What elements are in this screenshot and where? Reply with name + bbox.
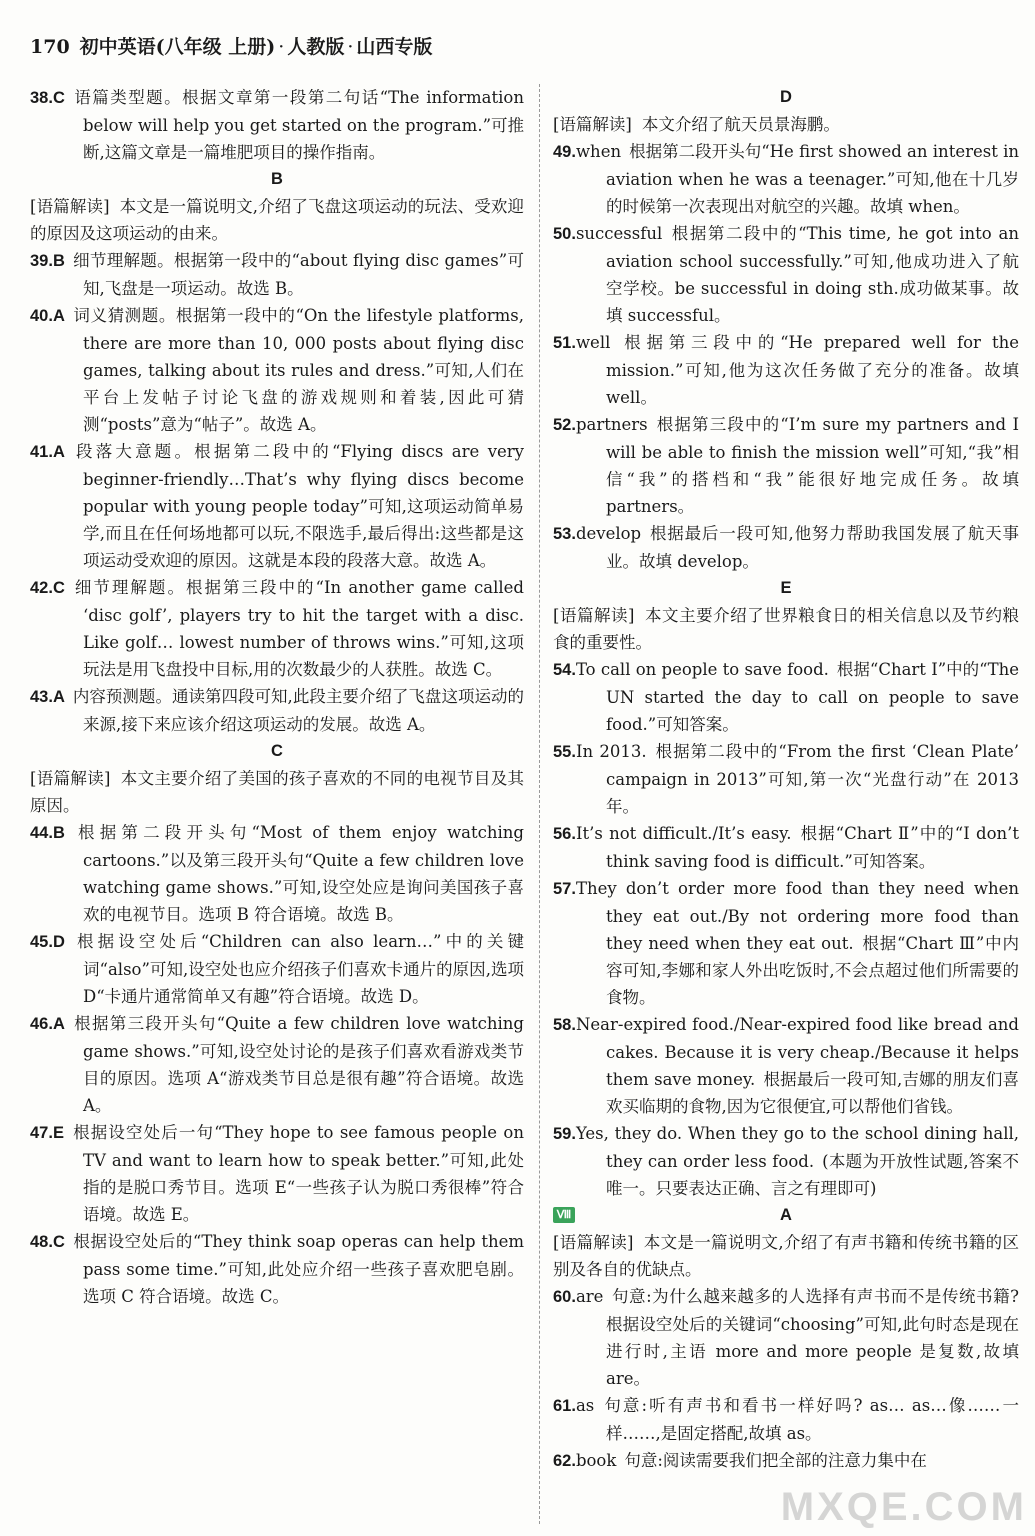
explanation-text: 句意:听有声书和看书一样好吗? as… as…像……一样……,是固定搭配,故填 as。 <box>602 1396 1019 1443</box>
reading-text: 本文介绍了航天员景海鹏。 <box>641 115 840 134</box>
section-heading: C <box>271 742 283 760</box>
answer-key: Near-expired food./Near-expired food like bread and cakes. Because it is very cheap./Because it helps them save money. <box>575 1015 1019 1089</box>
answer-key: E <box>52 1124 64 1142</box>
answer-item <box>30 928 524 1010</box>
explanation-text: 根据“Chart Ⅲ”中内容可知,李娜和家人外出吃饭时,不会点超过他们所需要的食物。 <box>606 934 1019 1007</box>
answer-item <box>30 574 524 683</box>
answer-item <box>30 302 524 438</box>
column-divider <box>539 84 540 1524</box>
question-number: 44. <box>30 824 53 842</box>
explanation-text: 词义猜测题。根据第一段中的“On the lifestyle platforms, there are more than 10, 000 posts about flying disc games, talking about its rules and dress.”可知,人们在平台上发帖子讨论飞盘的游戏规则和着装,因此可猜测“posts”意为“帖子”。故选 A。 <box>72 306 524 434</box>
question-number: 56. <box>553 825 576 843</box>
reading-tag: [语篇解读] <box>30 197 110 216</box>
answer-key: C <box>52 89 65 107</box>
answer-item <box>553 1392 1019 1447</box>
answer-key: In 2013. <box>575 742 647 761</box>
question-number: 54. <box>553 661 576 679</box>
answer-item <box>30 819 524 928</box>
answer-key: as <box>575 1396 595 1415</box>
question-number: 46. <box>30 1015 53 1033</box>
book-region: 山西专版 <box>356 36 433 58</box>
explanation-text: 内容预测题。通读第四段可知,此段主要介绍了飞盘这项运动的来源,接下来应该介绍这项运动的发展。故选 A。 <box>72 687 524 734</box>
answer-key: develop <box>575 524 642 543</box>
reading-summary <box>30 765 524 819</box>
answer-key: B <box>52 824 65 842</box>
page-header: 170 初中英语(八年级 上册) · 人教版 · 山西专版 <box>30 36 433 58</box>
answer-item <box>553 411 1019 520</box>
answer-key: C <box>52 579 65 597</box>
section-heading: A <box>780 1206 792 1224</box>
answer-key: Yes, they do. When they go to the school dining hall, they can order less food. <box>575 1124 1019 1171</box>
left-column <box>30 84 524 1310</box>
answer-key: well <box>575 333 611 352</box>
book-edition: 人教版 <box>287 36 345 58</box>
question-number: 59. <box>553 1125 576 1143</box>
answer-item <box>553 329 1019 411</box>
explanation-text: 段落大意题。根据第二段中的“Flying discs are very beginner-friendly…That’s why flying discs become popular with young people today”可知,这项运动简单易学,而且在任何场地都可以玩,不限选手,最后得出:这些都是这项运动受欢迎的原因。这就是本段的段落大意。故选 A。 <box>72 442 524 570</box>
answer-key: It’s not difficult./It’s easy. <box>575 824 792 843</box>
question-number: 62. <box>553 1452 576 1470</box>
reading-text: 本文主要介绍了世界粮食日的相关信息以及节约粮食的重要性。 <box>553 606 1020 652</box>
part-number-badge: Ⅷ <box>553 1207 575 1223</box>
book-title: 初中英语(八年级 上册) <box>79 36 276 58</box>
answer-item <box>553 1447 1019 1475</box>
question-number: 49. <box>553 143 576 161</box>
explanation-text: 细节理解题。根据第三段中的“In another game called ‘disc golf’, players try to hit the target with a disc. Like golf… lowest number of throws wins.”可知,这项玩法是用飞盘投中目标,用的次数最少的人获胜。故选 C。 <box>72 578 524 679</box>
answer-item <box>30 1119 524 1228</box>
explanation-text: (本题为开放性试题,答案不唯一。只要表达正确、言之有理即可) <box>606 1152 1019 1198</box>
reading-text: 本文是一篇说明文,介绍了飞盘这项运动的玩法、受欢迎的原因及这项运动的由来。 <box>30 197 525 243</box>
answer-key: when <box>575 142 622 161</box>
answer-key: A <box>52 1015 65 1033</box>
reading-summary <box>553 602 1019 656</box>
section-heading: D <box>780 88 792 106</box>
question-number: 43. <box>30 688 53 706</box>
answer-key: are <box>575 1287 604 1306</box>
answer-item <box>553 520 1019 575</box>
answer-item <box>30 683 524 738</box>
answer-item <box>30 247 524 302</box>
reading-summary <box>553 1229 1019 1283</box>
question-number: 45. <box>30 933 53 951</box>
question-number: 53. <box>553 525 576 543</box>
part-heading <box>553 1202 1019 1229</box>
question-number: 61. <box>553 1397 576 1415</box>
question-number: 42. <box>30 579 53 597</box>
explanation-text: 根据第二段中的“This time, he got into an aviation school successfully.”可知,他成功进入了航空学校。be successful in doing sth.成功做某事。故填 successful。 <box>606 224 1019 325</box>
explanation-text: 根据第二段开头句“Most of them enjoy watching cartoons.”以及第三段开头句“Quite a few children love watching game shows.”可知,设空处应是询问美国孩子喜欢的电视节目。选项 B 符合语境。故选 B。 <box>72 823 524 924</box>
question-number: 60. <box>553 1288 576 1306</box>
answer-key: B <box>52 252 65 270</box>
answer-key: partners <box>575 415 648 434</box>
explanation-text: 根据设空处后一句“They hope to see famous people on TV and want to learn how to speak better.”可知,此处指的是脱口秀节目。选项 E“一些孩子认为脱口秀很棒”符合语境。故选 E。 <box>71 1123 524 1224</box>
reading-tag: [语篇解读] <box>30 769 111 788</box>
explanation-text: 句意:阅读需要我们把全部的注意力集中在 <box>624 1451 927 1470</box>
explanation-text: 根据第三段中的“I’m sure my partners and I will be able to finish the mission well”可知,“我”相信“我”的搭档和“我”能很好地完成任务。故填 partners。 <box>606 415 1019 516</box>
answer-key: A <box>52 307 65 325</box>
reading-tag: [语篇解读] <box>553 606 635 625</box>
answer-key: C <box>52 1233 65 1251</box>
answer-key: A <box>52 443 65 461</box>
answer-key: D <box>52 933 65 951</box>
answer-item <box>30 1010 524 1119</box>
explanation-text: 根据“Chart Ⅰ”中的“The UN started the day to call on people to save food.”可知答案。 <box>606 660 1019 734</box>
reading-text: 本文主要介绍了美国的孩子喜欢的不同的电视节目及其原因。 <box>30 769 525 815</box>
question-number: 38. <box>30 89 53 107</box>
question-number: 39. <box>30 252 53 270</box>
explanation-text: 根据第二段开头句“He first showed an interest in aviation when he was a teenager.”可知,他在十几岁的时候第一次表现出对航空的兴趣。故填 when。 <box>606 142 1019 216</box>
question-number: 50. <box>553 225 576 243</box>
answer-item <box>553 138 1019 220</box>
explanation-text: 根据最后一段可知,他努力帮助我国发展了航天事业。故填 develop。 <box>606 524 1019 571</box>
answer-key: successful <box>575 224 663 243</box>
answer-item <box>30 84 524 166</box>
reading-text: 本文是一篇说明文,介绍了有声书籍和传统书籍的区别及各自的优缺点。 <box>553 1233 1020 1279</box>
answer-key: A <box>52 688 65 706</box>
question-number: 48. <box>30 1233 53 1251</box>
answer-item <box>553 820 1019 875</box>
explanation-text: 语篇类型题。根据文章第一段第二句话“The information below will help you get started on the program.”可推断,这篇文章是一篇堆肥项目的操作指南。 <box>72 88 525 162</box>
explanation-text: 根据第三段中的“He prepared well for the mission.”可知,他为这次任务做了充分的准备。故填 well。 <box>606 333 1019 407</box>
question-number: 41. <box>30 443 53 461</box>
answer-key: To call on people to save food. <box>575 660 829 679</box>
question-number: 52. <box>553 416 576 434</box>
explanation-text: 句意:为什么越来越多的人选择有声书而不是传统书籍?根据设空处后的关键词“choosing”可知,此句时态是现在进行时,主语 more and more people 是复数,故填 are。 <box>606 1287 1019 1388</box>
answer-item <box>553 875 1019 1011</box>
answer-item <box>553 1011 1019 1120</box>
answer-item <box>553 1120 1019 1202</box>
explanation-text: 根据设空处后“Children can also learn…”中的关键词“also”可知,设空处也应介绍孩子们喜欢卡通片的原因,选项 D“卡通片通常简单又有趣”符合语境。故选 D。 <box>72 932 524 1006</box>
answer-item <box>30 438 524 574</box>
answer-key: book <box>575 1451 617 1470</box>
answer-item <box>553 656 1019 738</box>
section-heading: B <box>271 170 283 188</box>
explanation-text: 根据设空处后的“They think soap operas can help them pass some time.”可知,此处应介绍一些孩子喜欢肥皂剧。选项 C 符合语境。故选 C。 <box>72 1232 524 1306</box>
watermark-logo: MXQE.COM <box>780 1485 1027 1529</box>
reading-summary <box>30 193 524 247</box>
question-number: 55. <box>553 743 576 761</box>
explanation-text: 根据“Chart Ⅱ”中的“I don’t think saving food is difficult.”可知答案。 <box>606 824 1020 871</box>
explanation-text: 细节理解题。根据第一段中的“about flying disc games”可知,飞盘是一项运动。故选 B。 <box>72 251 524 298</box>
reading-tag: [语篇解读] <box>553 1233 634 1252</box>
question-number: 58. <box>553 1016 576 1034</box>
reading-tag: [语篇解读] <box>553 115 632 134</box>
explanation-text: 根据第二段中的“From the first ‘Clean Plate’ campaign in 2013”可知,第一次“光盘行动”在 2013 年。 <box>606 742 1019 816</box>
explanation-text: 根据第三段开头句“Quite a few children love watching game shows.”可知,设空处讨论的是孩子们喜欢看游戏类节目的原因。选项 A“游戏类节目总是很有趣”符合语境。故选 A。 <box>72 1014 524 1115</box>
explanation-text: 根据最后一段可知,吉娜的朋友们喜欢买临期的食物,因为它很便宜,可以帮他们省钱。 <box>606 1070 1019 1116</box>
reading-summary <box>553 111 1019 138</box>
question-number: 47. <box>30 1124 53 1142</box>
answer-key: They don’t order more food than they need when they eat out./By not ordering more food than they need when they eat out. <box>575 879 1019 953</box>
section-heading: E <box>780 579 792 597</box>
answer-item <box>553 1283 1019 1392</box>
right-column <box>553 84 1019 1475</box>
question-number: 51. <box>553 334 576 352</box>
page-number: 170 <box>30 36 70 58</box>
answer-item <box>553 220 1019 329</box>
question-number: 57. <box>553 880 576 898</box>
question-number: 40. <box>30 307 53 325</box>
answer-item <box>553 738 1019 820</box>
answer-item <box>30 1228 524 1310</box>
